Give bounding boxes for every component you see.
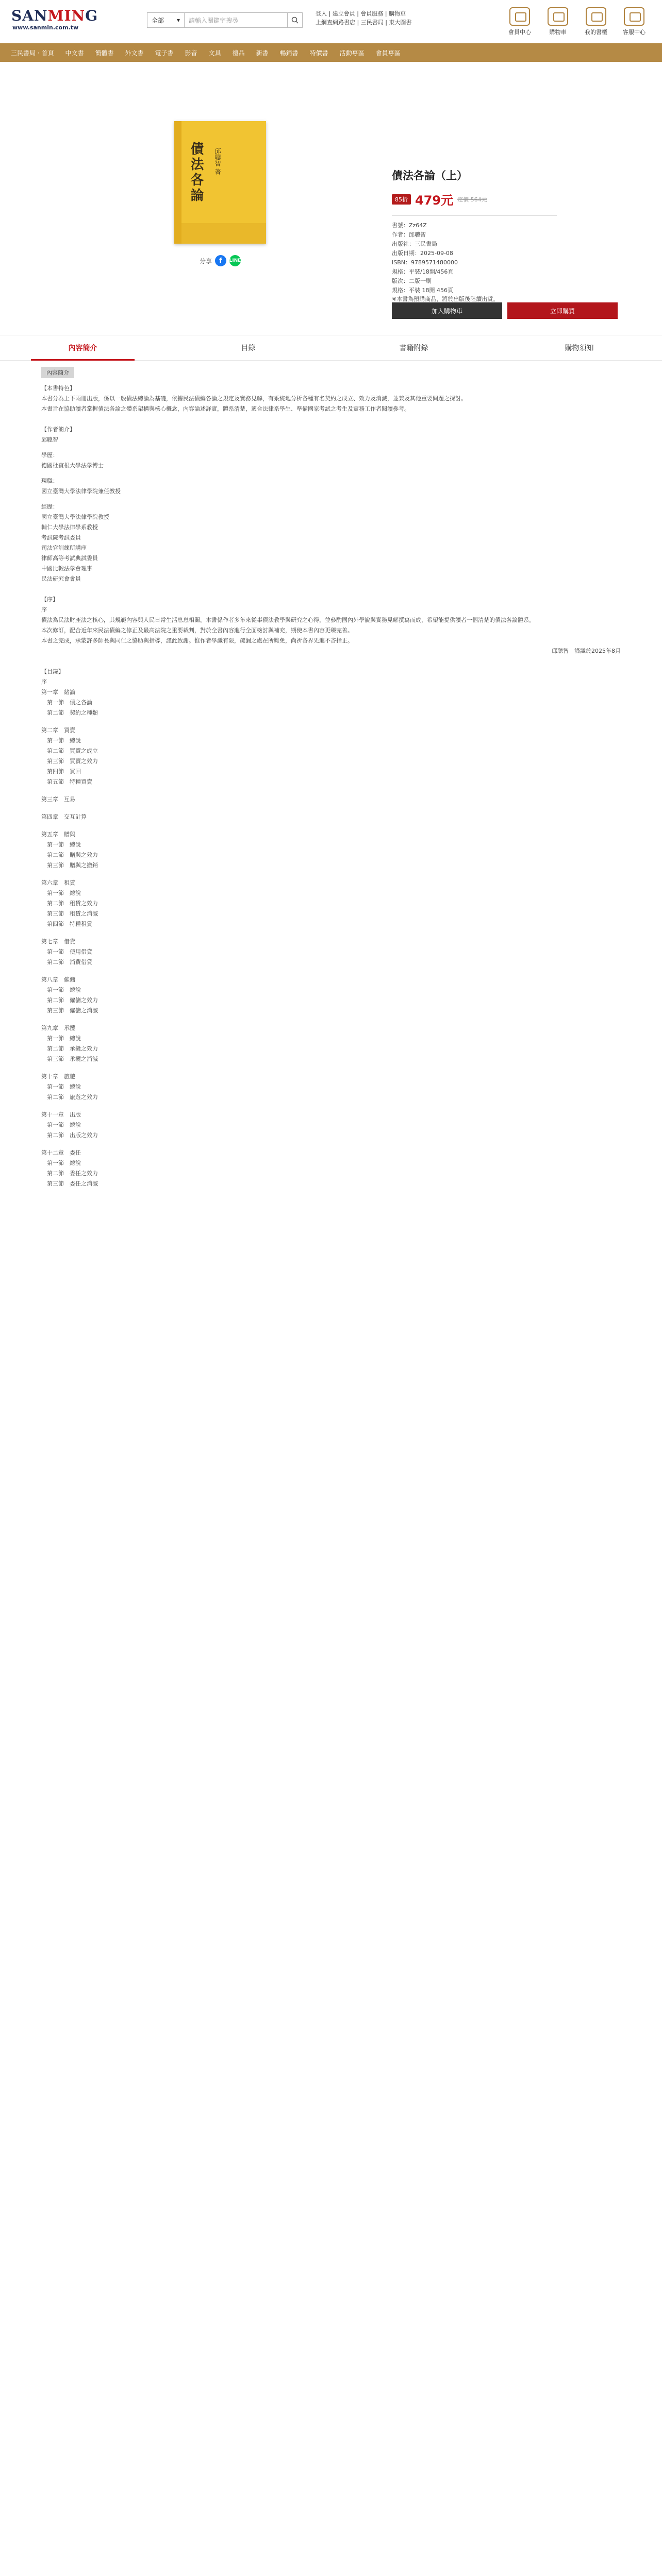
product-section: [0, 62, 662, 335]
toc-item: 第三節 委任之消滅: [41, 1180, 98, 1187]
nav-item[interactable]: 文具: [208, 49, 221, 57]
chevron-down-icon: ▾: [176, 16, 180, 24]
experience-item: 中國比較法學會理事: [41, 565, 92, 572]
toc-item: 第二節 承攬之效力: [41, 1045, 98, 1052]
degree-label: 學歷：: [41, 452, 58, 459]
toc-item: 第一節 總說: [41, 1035, 81, 1042]
toc-item: 第一節 總說: [41, 841, 81, 848]
preface-signature: 邱聰智 謹識於2025年8月: [552, 648, 621, 654]
nav-item[interactable]: 中文書: [65, 49, 84, 57]
preface-label: 序: [41, 606, 47, 613]
preface-paragraph: 本次修訂，配合近年來民法債編之修正及最高法院之重要裁判，對於全書內容進行全面檢討與補充，期使本書內容更臻完善。: [41, 627, 353, 634]
toc-item: 第三節 贈與之撤銷: [41, 862, 98, 869]
toc-item: 第一節 總說: [41, 890, 81, 896]
toc-item: 第一節 總說: [41, 1160, 81, 1166]
member-center-link[interactable]: [503, 7, 536, 36]
meta-line: 出版日期：2025-09-08: [392, 250, 453, 257]
toc-item: 第六章 租賃: [41, 879, 75, 886]
meta-line: ISBN：9789571480000: [392, 259, 458, 266]
nav-item[interactable]: 簡體書: [95, 49, 114, 57]
book-cover[interactable]: [174, 121, 266, 244]
service-link[interactable]: [618, 7, 651, 36]
preface-heading: 【序】: [41, 596, 58, 603]
cart-link[interactable]: [541, 7, 574, 36]
experience-item: 民法研究會會員: [41, 575, 81, 582]
intro-heading: 【本書特色】: [41, 385, 75, 392]
logo-url: www.sanmin.com.tw: [12, 24, 79, 31]
experience-item: 考試院考試委員: [41, 534, 81, 541]
toc-item: 第二節 贈與之效力: [41, 852, 98, 858]
header-icons: [503, 7, 651, 36]
meta-line: 版次：二版一刷: [392, 278, 432, 284]
cover-band: [181, 223, 266, 244]
intro-paragraph: 本書旨在協助讀者掌握債法各論之體系架構與核心概念，內容論述詳實，體系清楚，適合法律系學生、準備國家考試之考生及實務工作者閱讀參考。: [41, 405, 410, 412]
service-icon: [624, 7, 644, 26]
nav-item[interactable]: 禮品: [232, 49, 245, 57]
toc-item: 第三章 互易: [41, 796, 75, 803]
toc-item: 第一節 使用借貸: [41, 948, 92, 955]
icon-label: 會員中心: [508, 29, 531, 36]
author-heading: 【作者簡介】: [41, 426, 75, 433]
facebook-icon[interactable]: f: [215, 255, 226, 266]
toc-item: 第三節 買賣之效力: [41, 758, 98, 765]
experience-item: 律師高等考試典試委員: [41, 555, 98, 562]
nav-item[interactable]: 新書: [256, 49, 269, 57]
bookshelf-icon: [586, 7, 606, 26]
intro-paragraph: 本書分為上下兩冊出版，係以一般債法總論為基礎，依據民法債編各論之規定及實務見解，有系統地分析各種有名契約之成立、效力及消滅，並兼及其他重要問題之探討。: [41, 395, 467, 402]
meta-line: 規格：平裝 18開 456頁: [392, 287, 453, 294]
icon-label: 我的書櫃: [585, 29, 607, 36]
toc-heading: 【目錄】: [41, 668, 64, 675]
nav-item[interactable]: 外文書: [125, 49, 144, 57]
nav-item[interactable]: 三民書局 · 首頁: [11, 49, 54, 57]
toc-item: 第五節 特種買賣: [41, 778, 92, 785]
share-label: 分享: [199, 257, 212, 265]
logo-text-a: SAN: [11, 7, 48, 24]
icon-label: 購物車: [549, 29, 567, 36]
toc-item: 第二章 買賣: [41, 727, 75, 734]
purchase-buttons: [392, 302, 618, 319]
search-bar: [147, 12, 303, 28]
detail-tabs: [0, 335, 662, 361]
header-links-line2[interactable]: 上網查網路書店 | 三民書局 | 東大圖書: [316, 19, 412, 26]
toc-item: 第二節 租賃之效力: [41, 900, 98, 907]
toc-item: 第一節 總說: [41, 987, 81, 993]
sale-price: 479元: [415, 193, 454, 208]
toc-item: 第二節 消費借貸: [41, 959, 92, 965]
cover-spine: [174, 121, 181, 244]
main-nav: [0, 43, 662, 62]
preorder-note: ※本書為預購商品，將於出版後陸續出貨。: [392, 296, 499, 302]
meta-line[interactable]: 作者：邱聰智: [392, 231, 426, 238]
toc-item: 第三節 租賃之消滅: [41, 910, 98, 917]
site-logo[interactable]: [11, 7, 130, 32]
toc-list: [41, 677, 621, 1196]
experience-item: 國立臺灣大學法律學院教授: [41, 514, 109, 520]
toc-item: 第二節 契約之種類: [41, 709, 98, 716]
search-icon: [291, 16, 299, 24]
member-icon: [509, 7, 530, 26]
site-header: [0, 0, 662, 43]
toc-item: 第八章 僱傭: [41, 976, 75, 983]
toc-item: 第二節 買賣之成立: [41, 748, 98, 754]
nav-item[interactable]: 電子書: [155, 49, 174, 57]
toc-item: 第二節 旅遊之效力: [41, 1094, 98, 1100]
tab-toc[interactable]: 目錄: [241, 344, 256, 352]
toc-item: 第二節 僱傭之效力: [41, 997, 98, 1004]
toc-item: 序: [41, 679, 47, 685]
toc-item: 第四章 交互計算: [41, 814, 87, 820]
experience-item: 輔仁大學法律學系教授: [41, 524, 98, 531]
add-to-cart-button[interactable]: 加入購物車: [392, 302, 502, 319]
toc-item: 第七章 借貸: [41, 938, 75, 945]
nav-item[interactable]: 活動專區: [339, 49, 365, 57]
price-row: [392, 190, 557, 208]
search-scope-select[interactable]: [147, 12, 184, 28]
nav-item[interactable]: 暢銷書: [279, 49, 299, 57]
toc-item: 第二節 委任之效力: [41, 1170, 98, 1177]
header-links: [316, 9, 465, 27]
nav-item[interactable]: 影音: [185, 49, 197, 57]
detail-content: [0, 361, 662, 1196]
toc-item: 第四節 買回: [41, 768, 81, 775]
toc-item: 第四節 特種租賃: [41, 921, 92, 927]
header-links-line1[interactable]: 登入 | 建立會員 | 會員服務 | 購物車: [316, 10, 406, 17]
cart-icon: [548, 7, 568, 26]
current-position: 國立臺灣大學法律學院兼任教授: [41, 488, 121, 495]
author-name: 邱聰智: [41, 436, 58, 443]
bookshelf-link[interactable]: [580, 7, 613, 36]
toc-item: 第五章 贈與: [41, 831, 75, 838]
degree: 德國杜賓根大學法學博士: [41, 462, 104, 469]
experience-label: 經歷：: [41, 503, 58, 510]
toc-item: 第一章 緒論: [41, 689, 75, 696]
buy-now-button[interactable]: 立即購買: [507, 302, 618, 319]
search-button[interactable]: [287, 12, 303, 28]
toc-item: 第二節 出版之效力: [41, 1132, 98, 1139]
nav-item[interactable]: 會員專區: [375, 49, 401, 57]
search-scope-label: 全部: [152, 16, 164, 24]
logo-text-b: MIN: [47, 7, 86, 24]
toc-item: 第三節 僱傭之消滅: [41, 1007, 98, 1014]
search-input[interactable]: 請輸入關鍵字搜尋: [184, 12, 287, 28]
preface-paragraph: 本書之完成，承蒙許多師長與同仁之協助與指導，謹此致謝。惟作者學識有限，疏漏之處在所難免，尚祈各界先進不吝指正。: [41, 637, 353, 644]
discount-badge: 85折: [392, 194, 411, 205]
icon-label: 客服中心: [623, 29, 646, 36]
divider: [392, 215, 557, 216]
toc-item: 第三節 承攬之消滅: [41, 1056, 98, 1062]
toc-item: 第十二章 委任: [41, 1149, 81, 1156]
tab-appendix[interactable]: 書籍附錄: [399, 344, 428, 352]
tab-shopping-notice[interactable]: 購物須知: [565, 344, 594, 352]
share-bar: [174, 255, 266, 266]
toc-item: 第十一章 出版: [41, 1111, 81, 1118]
cover-author: 邱聰智 著: [214, 148, 221, 175]
toc-item: 第一節 債之各論: [41, 699, 92, 706]
logo-text-c: G: [85, 7, 98, 24]
line-icon[interactable]: LINE: [229, 255, 241, 266]
toc-item: 第一節 總說: [41, 737, 81, 744]
meta-line: 規格：平裝/18開/456頁: [392, 268, 454, 275]
intro-label: 內容簡介: [41, 367, 74, 378]
product-info: [392, 167, 557, 303]
tab-intro[interactable]: 內容簡介: [0, 335, 166, 360]
nav-item[interactable]: 特價書: [309, 49, 328, 57]
meta-line[interactable]: 出版社：三民書局: [392, 241, 437, 247]
toc-item: 第十章 旅遊: [41, 1073, 75, 1080]
product-title: 債法各論（上）: [392, 170, 468, 182]
preface-paragraph: 債法為民法財產法之核心，其規範內容與人民日常生活息息相關。本書係作者多年來從事債法教學與研究之心得，並參酌國內外學說與實務見解撰寫而成，希望能提供讀者一個清楚的債法各論體系。: [41, 617, 535, 623]
cover-title: 債法各論: [188, 142, 204, 204]
toc-item: 第九章 承攬: [41, 1025, 75, 1031]
experience-item: 司法官訓練所講座: [41, 545, 87, 551]
toc-item: 第一節 總說: [41, 1083, 81, 1090]
meta-line: 書號：Zz64Z: [392, 222, 427, 229]
toc-item: 第一節 總說: [41, 1122, 81, 1128]
current-label: 現職：: [41, 478, 58, 484]
original-price: 定價 564元: [457, 196, 487, 203]
